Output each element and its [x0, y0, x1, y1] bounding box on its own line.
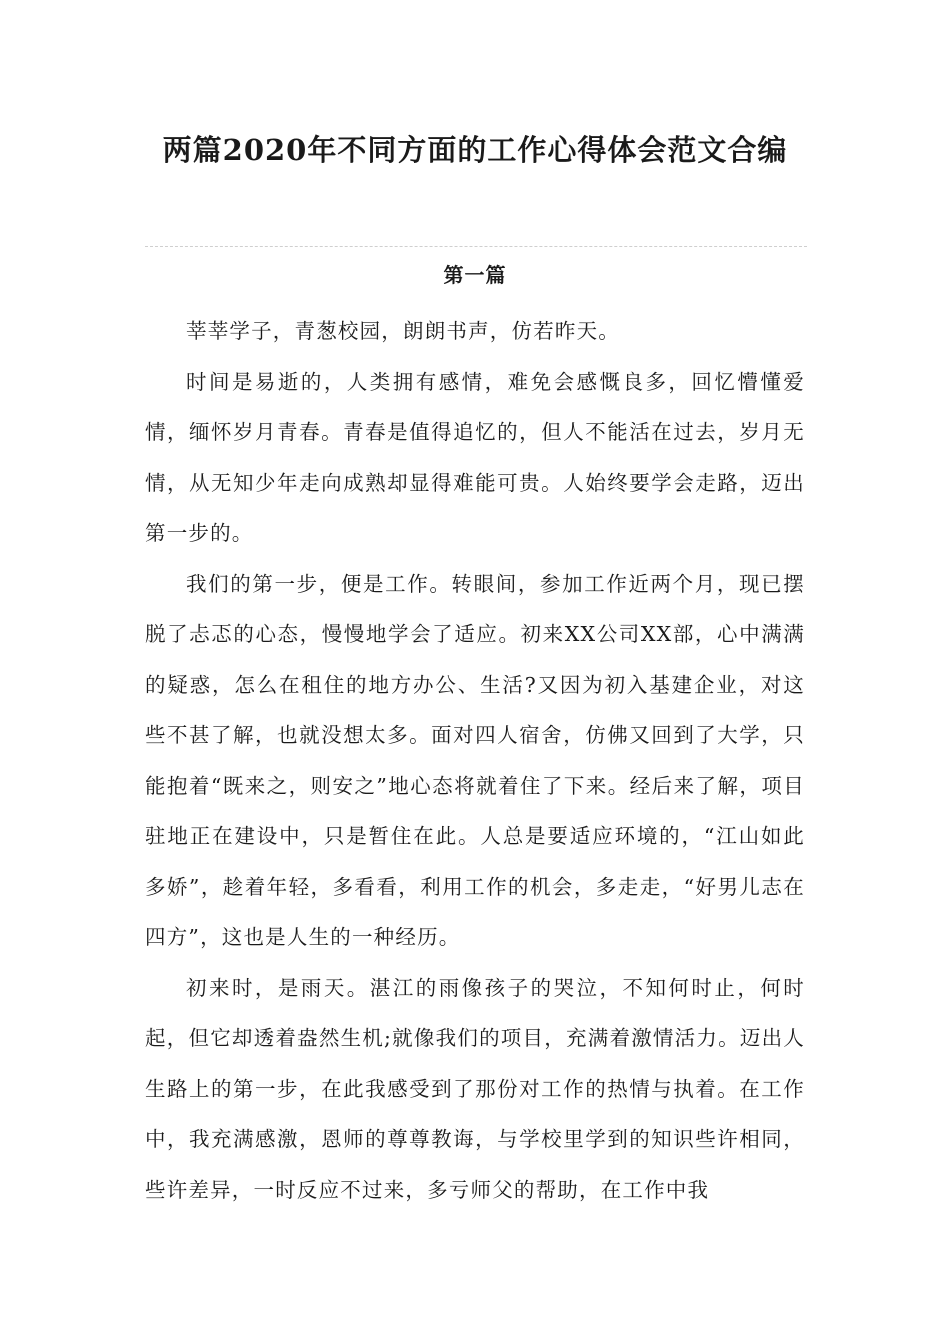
title-divider	[145, 246, 807, 247]
paragraph: 我们的第一步，便是工作。转眼间，参加工作近两个月，现已摆脱了忐忑的心态，慢慢地学会了适应。初来XX公司XX部，心中满满的疑惑，怎么在租住的地方办公、生活?又因为初入基建企业，对这些不甚了解，也就没想太多。面对四人宿舍，仿佛又回到了大学，只能抱着“既来之，则安之”地心态将就着住了下来。经后来了解，项目驻地正在建设中，只是暂住在此。人总是要适应环境的，“江山如此多娇”，趁着年轻，多看看，利用工作的机会，多走走，“好男儿志在四方”，这也是人生的一种经历。	[145, 571, 805, 949]
paragraph: 莘莘学子，青葱校园，朗朗书声，仿若昨天。	[186, 319, 620, 343]
paragraph: 时间是易逝的，人类拥有感情，难免会感慨良多，回忆懵懂爱情，缅怀岁月青春。青春是值得追忆的，但人不能活在过去，岁月无情，从无知少年走向成熟却显得难能可贵。人始终要学会走路，迈出第一步的。	[145, 369, 805, 545]
document-body	[145, 306, 805, 1215]
section-title: 第一篇	[443, 263, 507, 287]
document-title: 两篇2020年不同方面的工作心得体会范文合编	[162, 133, 788, 167]
paragraph: 初来时，是雨天。湛江的雨像孩子的哭泣，不知何时止，何时起，但它却透着盎然生机;就像我们的项目，充满着激情活力。迈出人生路上的第一步，在此我感受到了那份对工作的热情与执着。在工作中，我充满感激，恩师的尊尊教诲，与学校里学到的知识些许相同，些许差异，一时反应不过来，多亏师父的帮助，在工作中我	[145, 975, 805, 1202]
